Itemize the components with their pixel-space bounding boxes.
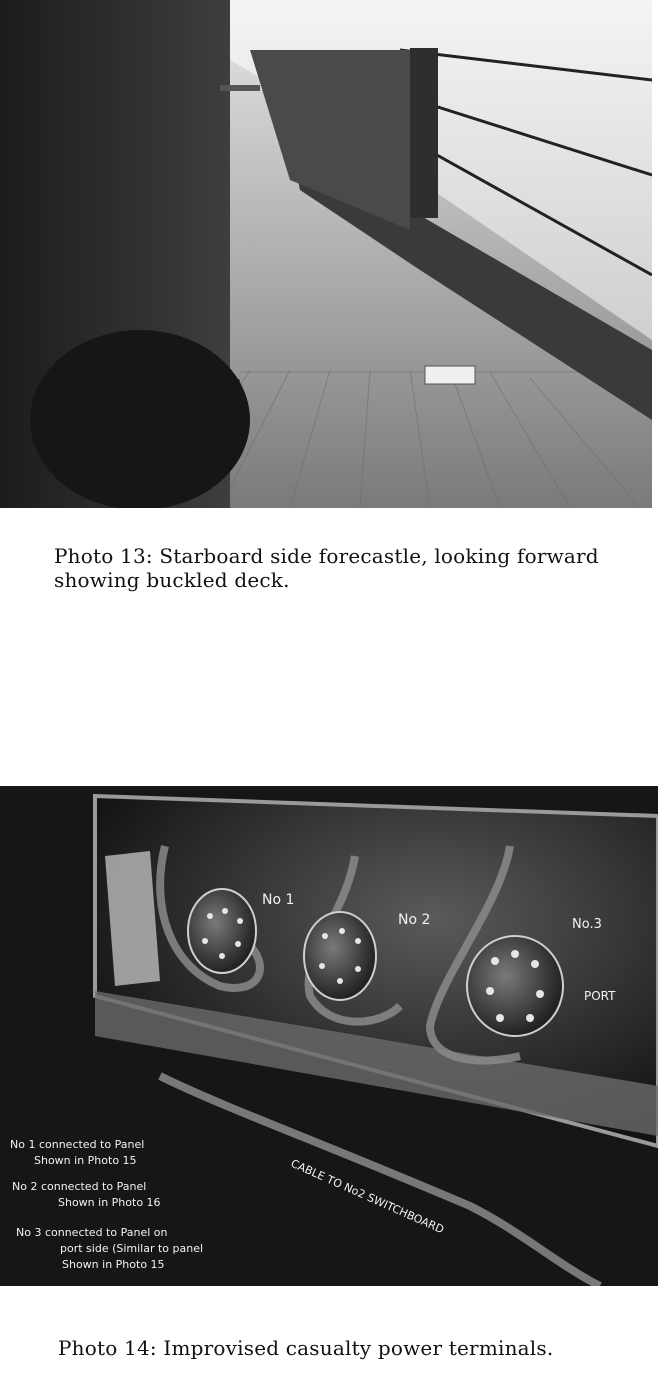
terminal-label-no2: No 2 [398,912,431,928]
terminal-label-no1: No 1 [262,892,295,908]
photo-14-caption: Photo 14: Improvised casualty power terminals. [58,1336,554,1360]
note-line-2: Shown in Photo 15 [34,1154,137,1167]
note-line-1: No 1 connected to Panel [10,1138,145,1151]
cable-label: CABLE TO No2 SWITCHBOARD [288,1156,446,1237]
note-line-4: Shown in Photo 16 [58,1196,161,1209]
photo-13-caption: Photo 13: Starboard side forecastle, looking forward showing buckled deck. [54,544,599,592]
note-line-5: No 3 connected to Panel on [16,1226,168,1239]
note-line-6: port side (Similar to panel [60,1242,204,1255]
forecastle-deck-image [0,0,652,508]
casualty-power-terminals-image [0,786,658,1286]
note-line-7: Shown in Photo 15 [62,1258,165,1271]
note-line-3: No 2 connected to Panel [12,1180,147,1193]
terminal-label-port: PORT [584,989,616,1003]
photo-13-forecastle [0,0,652,508]
terminal-label-no3: No.3 [572,917,602,932]
photo-14-terminals [0,786,658,1286]
